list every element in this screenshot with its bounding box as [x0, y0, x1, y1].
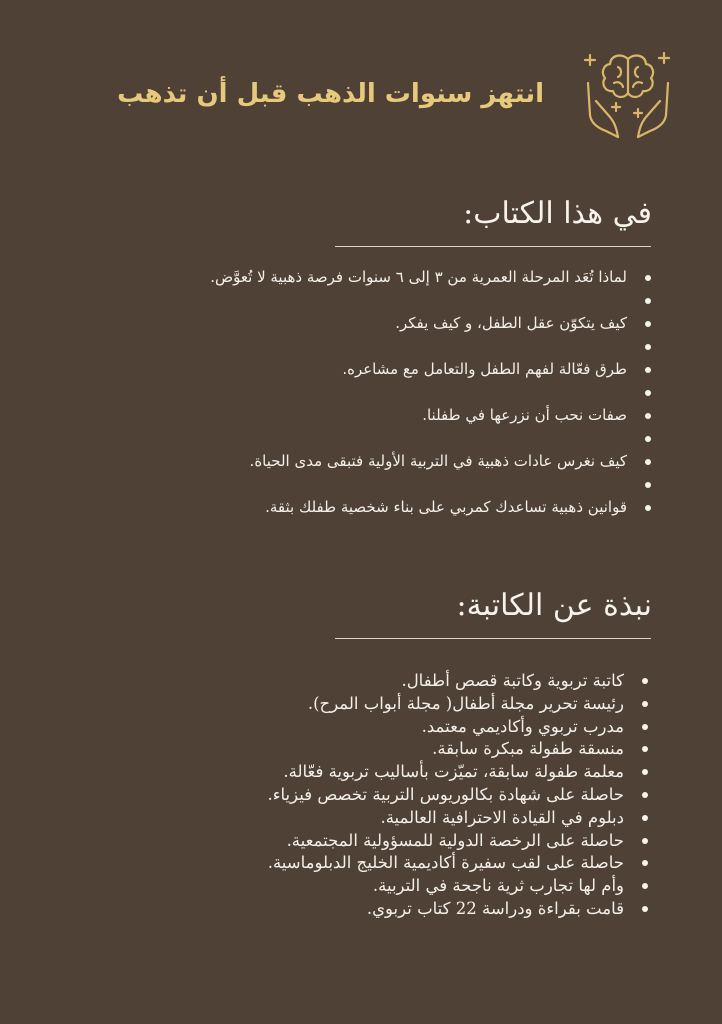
list-item: حاصلة على الرخصة الدولية للمسؤولية المجتمعية.: [64, 830, 624, 853]
header: [0, 45, 722, 145]
list-item: كيف يتكوّن عقل الطفل، و كيف يفكر.: [27, 312, 627, 335]
list-item: قوانين ذهبية تساعدك كمربي على بناء شخصية طفلك بثقة.: [27, 496, 627, 519]
list-item: معلمة طفولة سابقة، تميّزت بأساليب تربوية فعّالة.: [64, 761, 624, 784]
book-section-title: في هذا الكتاب:: [463, 196, 652, 231]
list-item: مدرب تربوي وأكاديمي معتمد.: [64, 716, 624, 739]
list-item: [27, 335, 627, 358]
page-title: انتهز سنوات الذهب قبل أن تذهب: [117, 79, 544, 109]
list-item: لماذا تُعَد المرحلة العمرية من ٣ إلى ٦ سنوات فرصة ذهبية لا تُعوَّض.: [27, 266, 627, 289]
brain-hands-sparkle-icon: [578, 45, 678, 145]
list-item: [27, 381, 627, 404]
list-item: قامت بقراءة ودراسة 22 كتاب تربوي.: [64, 898, 624, 921]
list-item: [27, 473, 627, 496]
author-bio-list: [64, 670, 624, 921]
list-item: كيف نغرس عادات ذهبية في التربية الأولية فتبقى مدى الحياة.: [27, 450, 627, 473]
list-item: دبلوم في القيادة الاحترافية العالمية.: [64, 807, 624, 830]
list-item: منسقة طفولة مبكرة سابقة.: [64, 738, 624, 761]
list-item: وأم لها تجارب ثرية ناجحة في التربية.: [64, 875, 624, 898]
list-item: [27, 427, 627, 450]
list-item: صفات نحب أن نزرعها في طفلنا.: [27, 404, 627, 427]
divider: [335, 638, 651, 639]
list-item: حاصلة على شهادة بكالوريوس التربية تخصص فيزياء.: [64, 784, 624, 807]
author-section-title: نبذة عن الكاتبة:: [456, 588, 652, 623]
list-item: رئيسة تحرير مجلة أطفال( مجلة أبواب المرح).: [64, 693, 624, 716]
list-item: كاتبة تربوية وكاتبة قصص أطفال.: [64, 670, 624, 693]
divider: [335, 246, 651, 247]
list-item: طرق فعّالة لفهم الطفل والتعامل مع مشاعره.: [27, 358, 627, 381]
list-item: [27, 289, 627, 312]
list-item: حاصلة على لقب سفيرة أكاديمية الخليج الدبلوماسية.: [64, 852, 624, 875]
book-contents-list: [27, 266, 627, 519]
